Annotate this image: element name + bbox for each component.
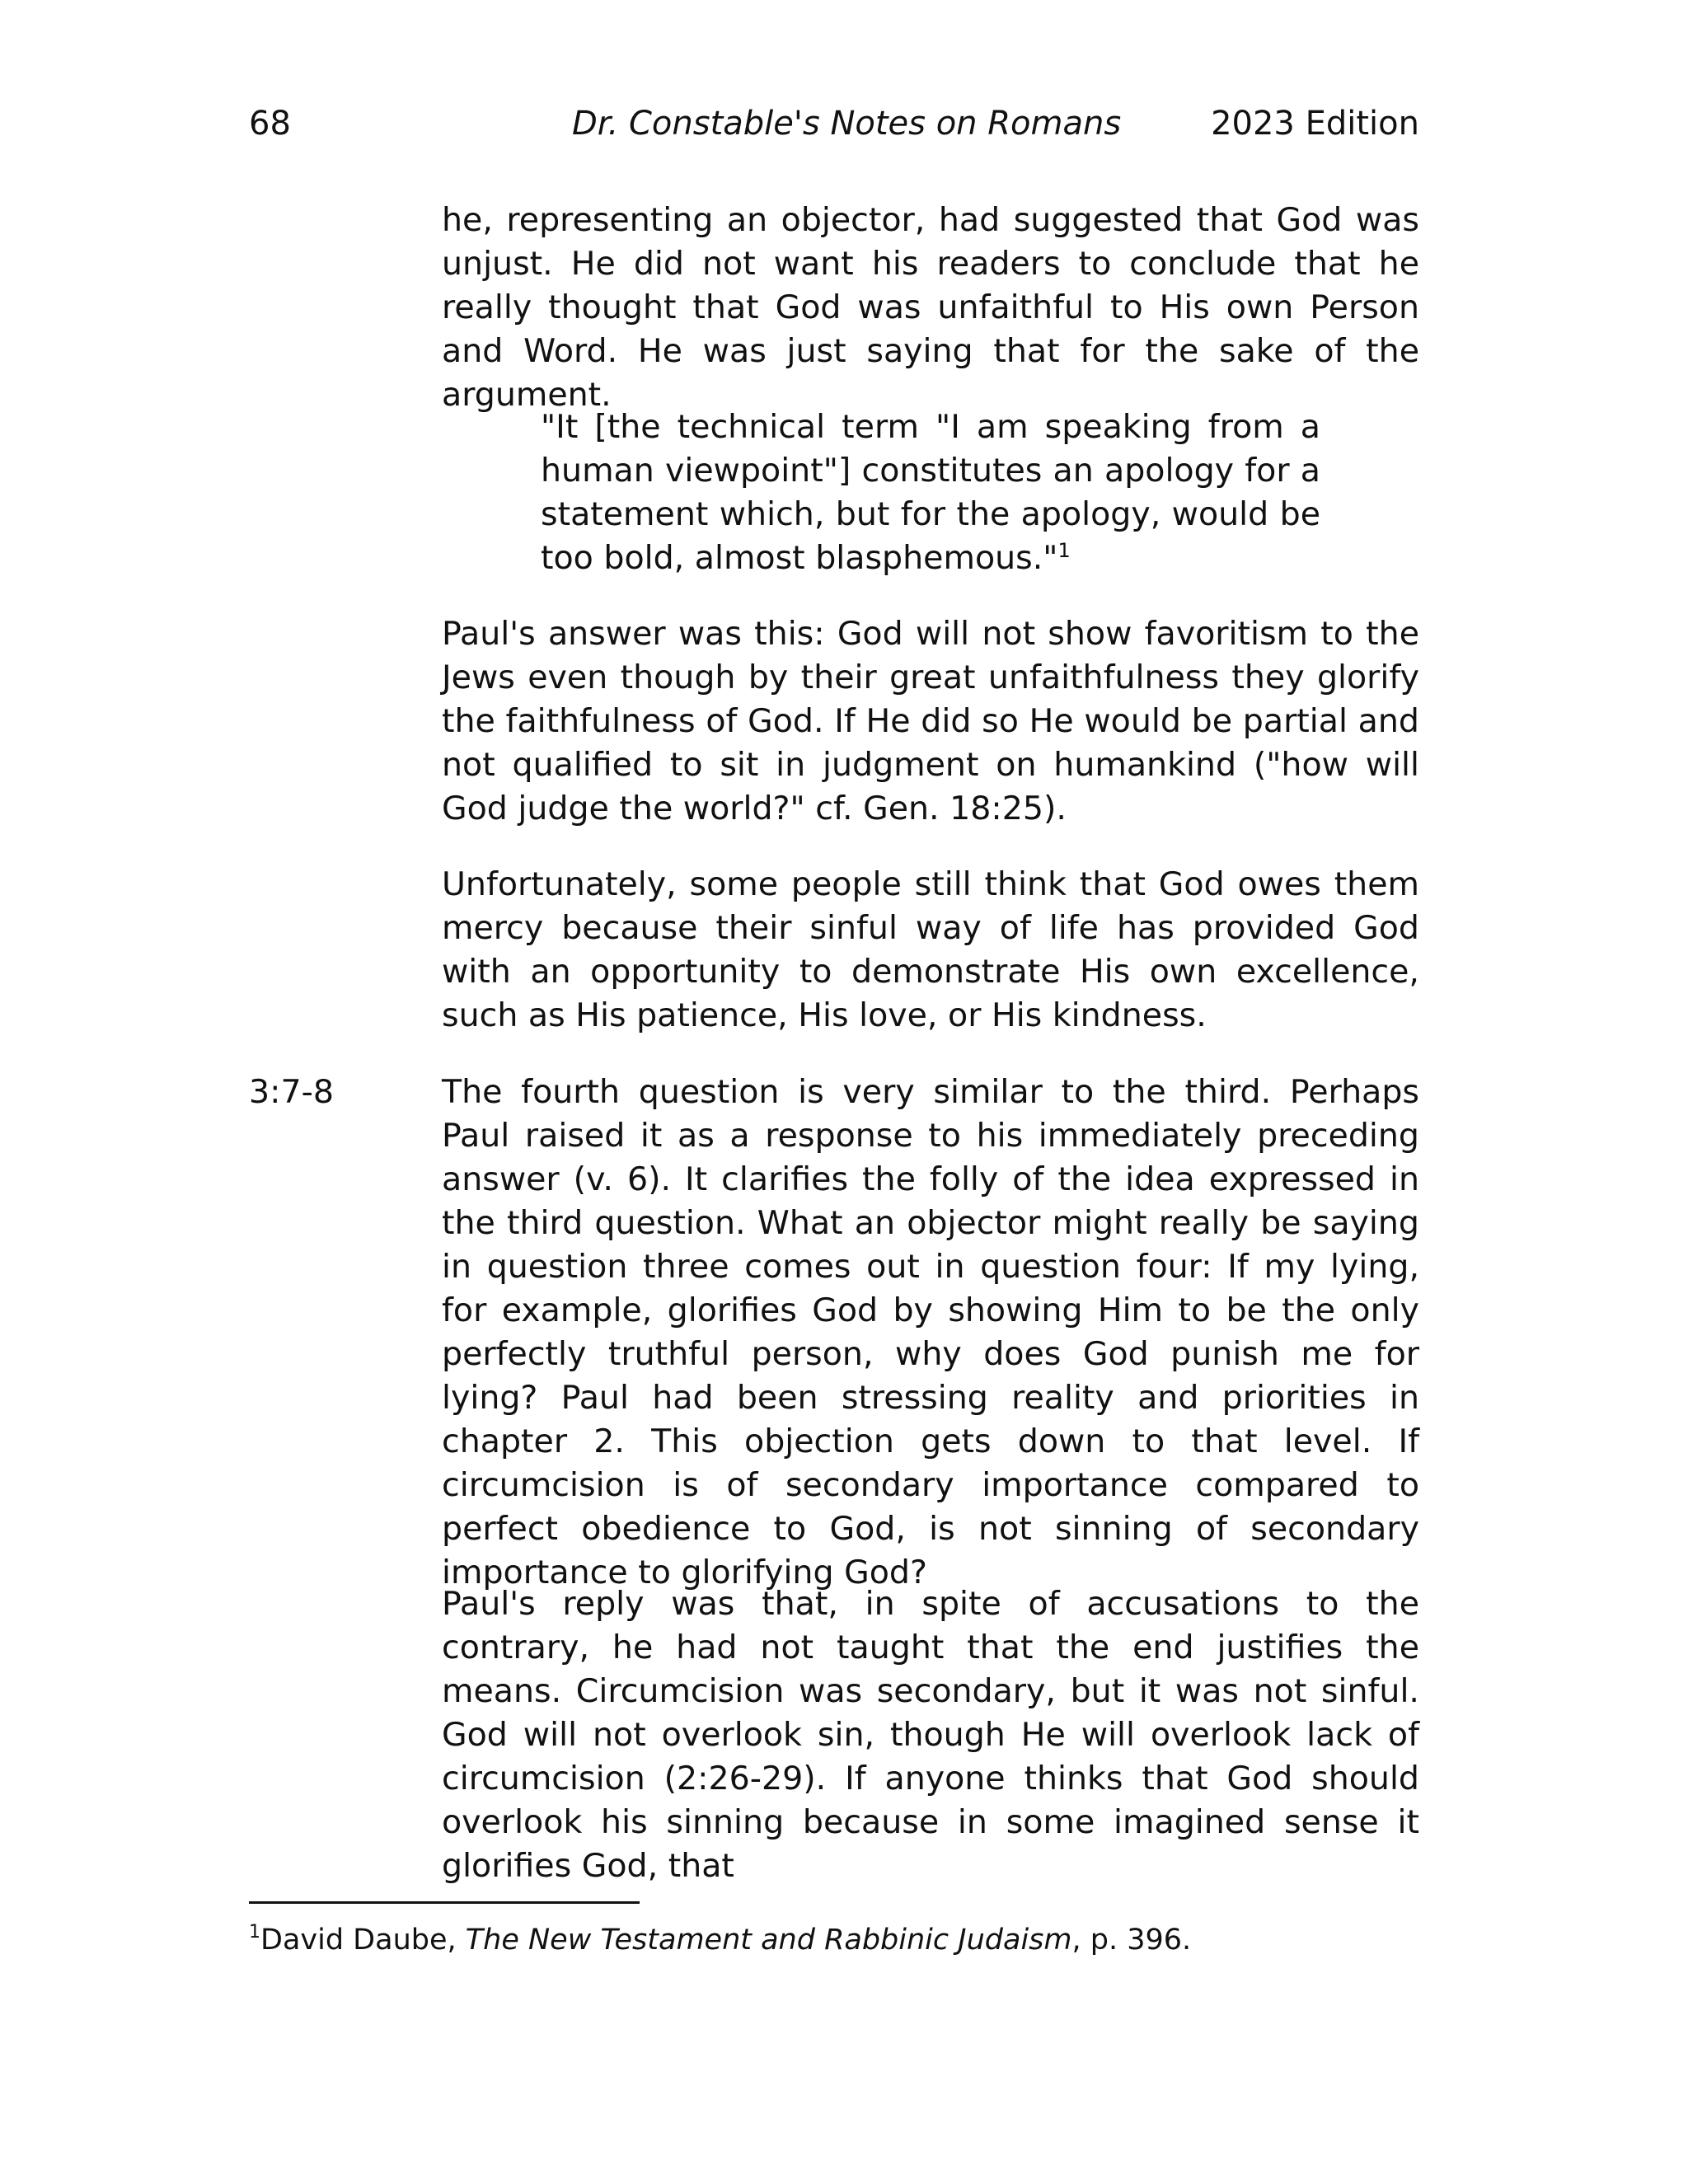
page-number: 68 [249, 105, 291, 143]
page-header [249, 101, 1419, 147]
block-quote-text: "It [the technical term "I am speaking from a human viewpoint"] constitutes an apology for a statement which, but for the apology, would be too bold, almost blasphemous." [541, 408, 1320, 577]
paragraph-5: Paul's reply was that, in spite of accusations to the contrary, he had not taught that the end justifies the means. Circumcision was secondary, but it was not sinful. God will not overlook sin, though He will overlook lack of circumcision (2:26-29). If anyone thinks that God should overlook his sinning because in some imagined sense it glorifies God, that [442, 1585, 1419, 1885]
running-title: Dr. Constable's Notes on Romans [572, 105, 1122, 143]
footnote-divider [249, 1901, 640, 1904]
paragraph-3: Unfortunately, some people still think that God owes them mercy because their sinful way of life has provided God with an opportunity to demonstrate His own excellence, such as His patience, His love, or His kindness. [442, 865, 1419, 1034]
footnote-page: , p. 396. [1071, 1924, 1192, 1957]
paragraph-1: he, representing an objector, had suggested that God was unjust. He did not want his readers to conclude that he really thought that God was unfaithful to His own Person and Word. He was just saying that for the sake of the argument. [442, 201, 1419, 414]
footnote-mark: 1 [249, 1922, 260, 1943]
edition-label: 2023 Edition [1211, 105, 1419, 143]
block-quote [541, 405, 1320, 580]
footnote-reference[interactable]: 1 [1057, 539, 1071, 562]
footnote-book-title: The New Testament and Rabbinic Judaism [465, 1924, 1072, 1957]
footnote-author: David Daube, [260, 1924, 466, 1957]
paragraph-4: The fourth question is very similar to the third. Perhaps Paul raised it as a response to his immediately preceding answer (v. 6). It clarifies the folly of the idea expressed in the third question. What an objector might really be saying in question three comes out in question four: If my lying, for example, glorifies God by showing Him to be the only perfectly truthful person, why does God punish me for lying? Paul had been stressing reality and priorities in chapter 2. This objection gets down to that level. If circumcision is of secondary importance compared to perfect obedience to God, is not sinning of secondary importance to glorifying God? [442, 1073, 1419, 1591]
paragraph-2: Paul's answer was this: God will not show favoritism to the Jews even though by their great unfaithfulness they glorify the faithfulness of God. If He did so He would be partial and not qualified to sit in judgment on humankind ("how will God judge the world?" cf. Gen. 18:25). [442, 615, 1419, 827]
footnote [249, 1920, 1419, 1960]
verse-reference: 3:7-8 [249, 1073, 334, 1111]
